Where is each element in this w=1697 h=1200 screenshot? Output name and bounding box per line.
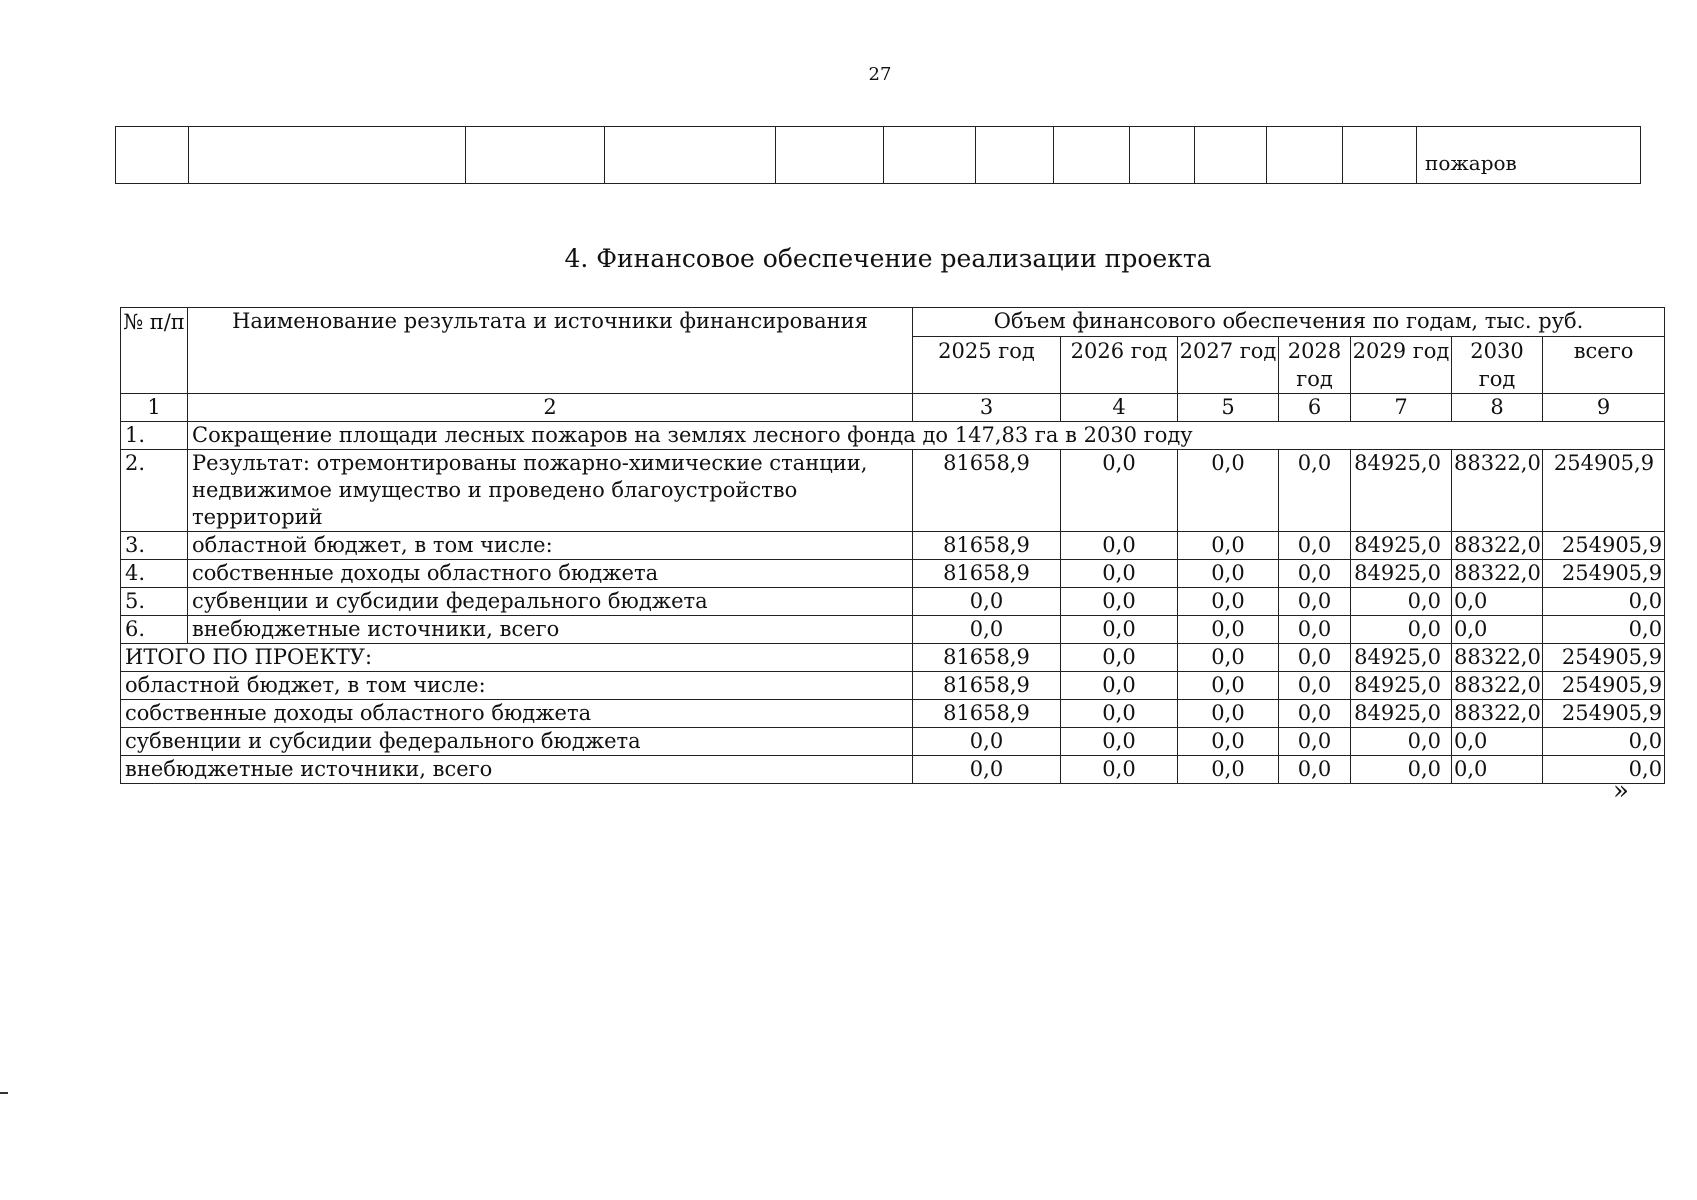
row-number: 2.: [121, 450, 188, 532]
year-value-cell: 81658,9: [913, 560, 1061, 588]
year-value-cell: 88322,0: [1452, 532, 1543, 560]
total-value-cell: 254905,9: [1543, 532, 1665, 560]
total-row: [121, 672, 1665, 700]
year-value-cell: 0,0: [1061, 532, 1178, 560]
total-value-cell: 254905,9: [1543, 560, 1665, 588]
total-value-cell: 0,0: [1543, 588, 1665, 616]
header-year-total: всего: [1543, 337, 1665, 394]
row-number: 3.: [121, 532, 188, 560]
totals-body: [121, 644, 1665, 784]
row-name: Результат: отремонтированы пожарно-химические станции, недвижимое имущество и проведено благоустройство территорий: [188, 450, 913, 532]
year-value-cell: 0,0: [1452, 728, 1543, 756]
row-name: субвенции и субсидии федерального бюджета: [188, 588, 913, 616]
column-number: 1: [121, 394, 188, 422]
year-value-cell: 0,0: [1279, 672, 1351, 700]
total-value-cell: 0,0: [1543, 728, 1665, 756]
total-row-name: ИТОГО ПО ПРОЕКТУ:: [121, 644, 913, 672]
row-number: 4.: [121, 560, 188, 588]
year-value-cell: 0,0: [1351, 728, 1452, 756]
header-year: 2030 год: [1452, 337, 1543, 394]
year-value-cell: 84925,0: [1351, 700, 1452, 728]
year-value-cell: 0,0: [1351, 588, 1452, 616]
year-value-cell: 0,0: [1061, 756, 1178, 784]
year-value-cell: 0,0: [913, 756, 1061, 784]
table-row: [121, 450, 1665, 532]
section-title: 4. Финансовое обеспечение реализации проекта: [564, 244, 1212, 273]
year-value-cell: 0,0: [1279, 616, 1351, 644]
header-year: 2027 год: [1178, 337, 1279, 394]
rows-body: [121, 450, 1665, 644]
empty-cell: [1054, 127, 1130, 184]
year-value-cell: 0,0: [1178, 560, 1279, 588]
total-value-cell: 254905,9: [1543, 700, 1665, 728]
year-value-cell: 0,0: [1279, 700, 1351, 728]
year-value-cell: 0,0: [1452, 616, 1543, 644]
header-volume: Объем финансового обеспечения по годам, тыс. руб.: [913, 308, 1665, 337]
empty-cell: [776, 127, 884, 184]
total-row: [121, 756, 1665, 784]
year-value-cell: 84925,0: [1351, 450, 1452, 532]
year-value-cell: 88322,0: [1452, 644, 1543, 672]
empty-cell: [1195, 127, 1267, 184]
row-name: внебюджетные источники, всего: [188, 616, 913, 644]
table-row: [121, 560, 1665, 588]
year-value-cell: 0,0: [1178, 450, 1279, 532]
total-value-cell: 254905,9: [1543, 450, 1665, 532]
year-value-cell: 0,0: [1061, 644, 1178, 672]
row-number: 6.: [121, 616, 188, 644]
year-value-cell: 84925,0: [1351, 644, 1452, 672]
year-value-cell: 84925,0: [1351, 672, 1452, 700]
continuation-last-cell: пожаров: [1417, 127, 1641, 184]
total-row-name: внебюджетные источники, всего: [121, 756, 913, 784]
year-value-cell: 0,0: [1279, 728, 1351, 756]
table-row: [121, 588, 1665, 616]
year-value-cell: 0,0: [1061, 728, 1178, 756]
year-value-cell: 0,0: [1279, 450, 1351, 532]
total-row: [121, 700, 1665, 728]
column-number: 5: [1178, 394, 1279, 422]
column-number: 6: [1279, 394, 1351, 422]
empty-cell: [116, 127, 189, 184]
header-year: 2028 год: [1279, 337, 1351, 394]
empty-cell: [1267, 127, 1343, 184]
year-value-cell: 0,0: [1178, 728, 1279, 756]
total-value-cell: 254905,9: [1543, 672, 1665, 700]
continuation-table: [115, 126, 1641, 184]
total-row-name: областной бюджет, в том числе:: [121, 672, 913, 700]
year-value-cell: 0,0: [1178, 756, 1279, 784]
year-value-cell: 0,0: [1279, 644, 1351, 672]
empty-cell: [189, 127, 466, 184]
year-value-cell: 0,0: [1351, 616, 1452, 644]
row-name: собственные доходы областного бюджета: [188, 560, 913, 588]
year-value-cell: 0,0: [1061, 560, 1178, 588]
page-number: 27: [868, 64, 892, 85]
empty-cell: [1130, 127, 1195, 184]
year-value-cell: 0,0: [1351, 756, 1452, 784]
year-value-cell: 0,0: [913, 728, 1061, 756]
row-number: 5.: [121, 588, 188, 616]
total-row-name: собственные доходы областного бюджета: [121, 700, 913, 728]
year-value-cell: 88322,0: [1452, 450, 1543, 532]
header-row: [121, 308, 1665, 337]
year-value-cell: 84925,0: [1351, 560, 1452, 588]
header-year: 2026 год: [1061, 337, 1178, 394]
year-value-cell: 88322,0: [1452, 560, 1543, 588]
total-value-cell: 254905,9: [1543, 644, 1665, 672]
margin-dash: [0, 1092, 8, 1094]
year-value-cell: 81658,9: [913, 700, 1061, 728]
column-number: 3: [913, 394, 1061, 422]
total-row: [121, 644, 1665, 672]
total-row: [121, 728, 1665, 756]
year-value-cell: 0,0: [1279, 588, 1351, 616]
row-number: 1.: [121, 422, 188, 450]
year-value-cell: 0,0: [1061, 616, 1178, 644]
year-value-cell: 81658,9: [913, 450, 1061, 532]
header-year: 2025 год: [913, 337, 1061, 394]
row-name: областной бюджет, в том числе:: [188, 532, 913, 560]
empty-cell: [884, 127, 976, 184]
year-value-cell: 0,0: [913, 616, 1061, 644]
year-value-cell: 0,0: [1061, 588, 1178, 616]
year-value-cell: 0,0: [1452, 756, 1543, 784]
header-year: 2029 год: [1351, 337, 1452, 394]
year-value-cell: 0,0: [1279, 756, 1351, 784]
closing-quote: »: [1613, 776, 1629, 806]
column-number: 2: [188, 394, 913, 422]
empty-cell: [466, 127, 605, 184]
year-value-cell: 0,0: [1178, 644, 1279, 672]
column-number: 4: [1061, 394, 1178, 422]
table-row: [121, 532, 1665, 560]
column-number: 9: [1543, 394, 1665, 422]
total-value-cell: 0,0: [1543, 616, 1665, 644]
year-value-cell: 84925,0: [1351, 532, 1452, 560]
year-value-cell: 0,0: [1061, 672, 1178, 700]
year-value-cell: 0,0: [1061, 700, 1178, 728]
year-value-cell: 81658,9: [913, 644, 1061, 672]
year-value-cell: 81658,9: [913, 672, 1061, 700]
header-name: Наименование результата и источники финансирования: [188, 308, 913, 394]
year-value-cell: 0,0: [1452, 588, 1543, 616]
year-value-cell: 0,0: [1178, 616, 1279, 644]
year-value-cell: 0,0: [1279, 532, 1351, 560]
table-row: [121, 616, 1665, 644]
total-value-cell: 0,0: [1543, 756, 1665, 784]
empty-cell: [976, 127, 1054, 184]
financing-table: [120, 307, 1665, 784]
year-value-cell: 0,0: [1178, 700, 1279, 728]
total-row-name: субвенции и субсидии федерального бюджета: [121, 728, 913, 756]
year-value-cell: 0,0: [913, 588, 1061, 616]
year-value-cell: 88322,0: [1452, 672, 1543, 700]
column-number-row: [121, 394, 1665, 422]
goal-row: [121, 422, 1665, 450]
goal-text: Сокращение площади лесных пожаров на землях лесного фонда до 147,83 га в 2030 году: [188, 422, 1665, 450]
empty-cell: [605, 127, 776, 184]
year-value-cell: 0,0: [1279, 560, 1351, 588]
empty-cell: [1343, 127, 1417, 184]
year-value-cell: 88322,0: [1452, 700, 1543, 728]
column-number: 8: [1452, 394, 1543, 422]
header-num: № п/п: [121, 308, 188, 394]
year-value-cell: 0,0: [1178, 532, 1279, 560]
continuation-row: [116, 127, 1641, 184]
year-value-cell: 81658,9: [913, 532, 1061, 560]
year-value-cell: 0,0: [1178, 588, 1279, 616]
year-value-cell: 0,0: [1061, 450, 1178, 532]
year-value-cell: 0,0: [1178, 672, 1279, 700]
column-number: 7: [1351, 394, 1452, 422]
